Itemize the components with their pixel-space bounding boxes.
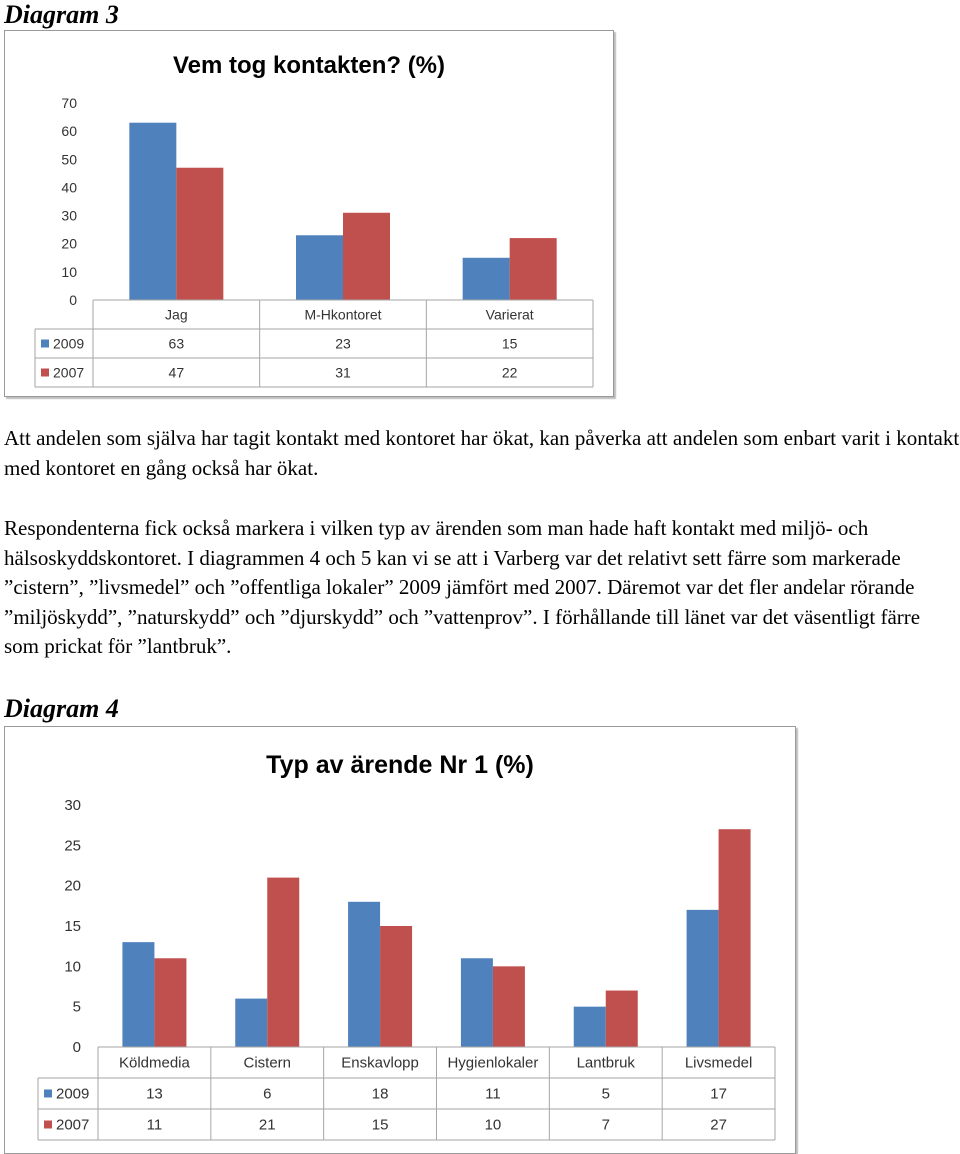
data-label: 23 [335, 335, 351, 352]
legend-label-2009: 2009 [56, 1085, 90, 1103]
legend-label-2009: 2009 [53, 335, 85, 352]
legend-key-2009 [44, 1090, 52, 1098]
bar-2009-varierat [463, 258, 510, 300]
chart-typ-av-arende [4, 726, 796, 1154]
x-tick-label: Enskavlopp [341, 1054, 419, 1072]
x-tick-label: Lantbruk [576, 1054, 635, 1072]
chart-2-svg [5, 727, 795, 1153]
x-tick-label: Livsmedel [684, 1054, 753, 1072]
y-tick-label: 25 [64, 837, 81, 855]
chart-1-svg [5, 31, 613, 396]
data-label: 21 [258, 1116, 276, 1134]
data-label: 63 [168, 335, 185, 352]
bar-2009-cistern [235, 999, 267, 1047]
chart-title: Vem tog kontakten? (%) [172, 52, 446, 79]
bar-2007-lantbruk [606, 991, 638, 1047]
y-tick-label: 20 [64, 877, 81, 895]
bar-2009-m-hkontoret [296, 235, 343, 300]
data-label: 47 [168, 364, 185, 381]
data-label: 13 [146, 1085, 163, 1103]
x-tick-label: Cistern [243, 1054, 292, 1072]
data-label: 15 [371, 1116, 389, 1134]
y-tick-label: 50 [61, 151, 77, 168]
bar-2009-livsmedel [687, 910, 719, 1047]
data-label: 18 [371, 1085, 389, 1103]
paragraph-2: Respondenterna fick också markera i vilken typ av ärenden som man hade haft kontakt med miljö- och hälsoskyddskontoret. I diagrammen 4 och 5 kan vi se att i Varberg var det relativt sett färre som markerade ”cistern”, ”livsmedel” och ”offentliga lokaler” 2009 jämfört med 2007. Däremot var det fler andelar rörande ”miljöskydd”, ”naturskydd” och ”djurskydd” och ”vattenprov”. I förhållande till länet var det väsentligt färre som prickat för ”lantbruk”. [4, 516, 921, 658]
bar-2009-enskavlopp [348, 902, 380, 1047]
bar-2007-enskavlopp [380, 926, 412, 1047]
y-tick-label: 0 [69, 292, 77, 308]
x-tick-label: M-Hkontoret [304, 306, 382, 323]
y-tick-label: 40 [61, 179, 77, 196]
bar-2009-köldmedia [122, 942, 154, 1047]
diagram-4-heading: Diagram 4 [4, 694, 119, 723]
data-label: 22 [501, 364, 518, 381]
y-tick-label: 70 [61, 95, 77, 111]
data-label: 17 [710, 1085, 727, 1103]
bar-2009-lantbruk [574, 1007, 606, 1047]
y-tick-label: 15 [64, 918, 81, 935]
bar-2007-m-hkontoret [343, 213, 390, 300]
data-label: 7 [601, 1116, 610, 1134]
chart-vem-tog-kontakten [4, 30, 614, 397]
data-label: 15 [501, 335, 518, 352]
data-label: 5 [601, 1085, 610, 1103]
data-label: 6 [263, 1085, 272, 1103]
legend-label-2007: 2007 [56, 1116, 90, 1134]
y-tick-label: 60 [61, 123, 77, 140]
legend-key-2009 [41, 340, 49, 348]
diagram-3-heading: Diagram 3 [4, 0, 119, 29]
data-label: 31 [335, 364, 351, 381]
chart-title: Typ av ärende Nr 1 (%) [266, 751, 534, 779]
legend-key-2007 [41, 369, 49, 377]
bar-2007-hygienlokaler [493, 966, 525, 1047]
x-tick-label: Jag [165, 306, 188, 323]
y-tick-label: 5 [72, 998, 81, 1016]
y-tick-label: 10 [64, 958, 81, 976]
bar-2007-cistern [267, 878, 299, 1047]
bar-2007-jag [176, 168, 223, 300]
legend-label-2007: 2007 [53, 364, 85, 381]
y-tick-label: 20 [61, 235, 77, 252]
bar-2009-jag [129, 123, 176, 300]
y-tick-label: 0 [72, 1039, 81, 1056]
data-label: 11 [146, 1116, 163, 1134]
bar-2007-livsmedel [719, 829, 751, 1047]
data-label: 27 [710, 1116, 727, 1134]
data-label: 11 [485, 1085, 501, 1103]
data-label: 10 [484, 1116, 502, 1134]
paragraph-1: Att andelen som själva har tagit kontakt med kontoret har ökat, kan påverka att andelen som enbart varit i kontakt med kontoret en gång också har ökat. [4, 426, 960, 480]
x-tick-label: Köldmedia [118, 1054, 190, 1072]
bar-2009-hygienlokaler [461, 958, 493, 1047]
legend-key-2007 [44, 1121, 52, 1129]
y-tick-label: 10 [61, 263, 77, 280]
y-tick-label: 30 [64, 797, 81, 814]
y-tick-label: 30 [61, 207, 77, 224]
x-tick-label: Hygienlokaler [447, 1054, 539, 1072]
x-tick-label: Varierat [485, 306, 534, 323]
bar-2007-köldmedia [154, 958, 186, 1047]
bar-2007-varierat [510, 238, 557, 300]
